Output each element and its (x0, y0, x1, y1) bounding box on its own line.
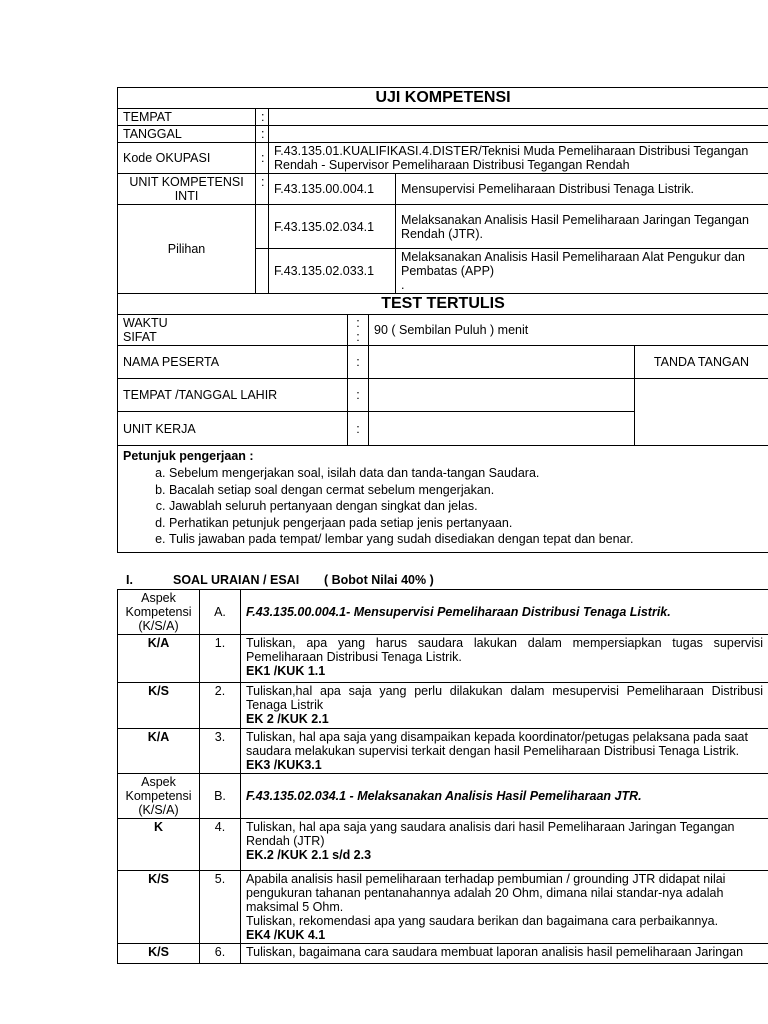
question-aspek: K/A (118, 728, 200, 773)
kode-okupasi-label: Kode OKUPASI (118, 143, 256, 174)
pilihan-1-code: F.43.135.02.034.1 (269, 205, 396, 249)
question-text: Tuliskan, bagaimana cara saudara membuat laporan analisis hasil pemeliharaan Jaringan (246, 944, 744, 959)
waktu-sifat-labels (118, 315, 348, 346)
unit-inti-title: Mensupervisi Pemeliharaan Distribusi Tenaga Listrik. (396, 174, 768, 205)
uji-kompetensi-title: UJI KOMPETENSI (118, 88, 768, 109)
question-aspek: K/S (118, 943, 200, 963)
unit-kerja-field[interactable] (369, 412, 635, 446)
petunjuk-item: a. Sebelum mengerjakan soal, isilah data dan tanda-tangan Saudara. (169, 465, 763, 482)
petunjuk-list (123, 465, 763, 548)
pilihan-2-title-line1: Melaksanakan Analisis Hasil Pemeliharaan Alat Pengukur dan (401, 250, 745, 264)
colon: : (348, 346, 369, 379)
pilihan-label: Pilihan (118, 205, 256, 294)
colon: : (348, 379, 369, 412)
aspek-header: Aspek Kompetensi (K/S/A) (118, 773, 200, 818)
tanggal-label: TANGGAL (118, 126, 256, 143)
colon: : (356, 316, 360, 330)
kode-okupasi-line1: F.43.135.01.KUALIFIKASI.4.DISTER/Teknisi Muda Pemeliharaan Distribusi Tegangan (274, 144, 749, 158)
question-number: 5. (200, 870, 241, 943)
question-ref: EK 2 /KUK 2.1 (246, 711, 329, 726)
pilihan-2-title-line3: . (401, 278, 405, 292)
question-cell (241, 818, 768, 870)
question-number: 3. (200, 728, 241, 773)
waktu-label: WAKTU (123, 316, 168, 330)
question-ref: EK3 /KUK3.1 (246, 757, 322, 772)
empty-cell (256, 249, 269, 294)
question-cell (241, 682, 768, 728)
question-text: Tuliskan, apa yang harus saudara lakukan dalam mempersiapkan tugas supervisi Pemeliharaan Distribusi Tenaga Listrik. (246, 635, 763, 664)
question-aspek: K (118, 818, 200, 870)
question-number: 6. (200, 943, 241, 963)
question-aspek: K/S (118, 870, 200, 943)
petunjuk-item: d. Perhatikan petunjuk pengerjaan pada setiap jenis pertanyaan. (169, 515, 763, 532)
unit-kerja-label: UNIT KERJA (118, 412, 348, 446)
question-ref: EK.2 /KUK 2.1 s/d 2.3 (246, 847, 372, 862)
nama-peserta-label: NAMA PESERTA (118, 346, 348, 379)
petunjuk-box (118, 446, 768, 553)
ttl-field[interactable] (369, 379, 635, 412)
petunjuk-item: b. Bacalah setiap soal dengan cermat sebelum mengerjakan. (169, 482, 763, 499)
question-number: 2. (200, 682, 241, 728)
document-page (117, 87, 768, 964)
petunjuk-item: c. Jawablah seluruh pertanyaan dengan singkat dan jelas. (169, 498, 763, 515)
tempat-label: TEMPAT (118, 109, 256, 126)
question-cell (241, 943, 768, 963)
nama-peserta-field[interactable] (369, 346, 635, 379)
aspek-header: Aspek Kompetensi (K/S/A) (118, 589, 200, 634)
tanggal-value[interactable] (269, 126, 768, 143)
section-title: SOAL URAIAN / ESAI (173, 572, 300, 587)
section-heading (126, 573, 768, 587)
question-text: Tuliskan,hal apa saja yang perlu dilakukan dalam mesupervisi Pemeliharaan Distribusi Tenaga Listrik (246, 683, 763, 712)
tanda-tangan-label: TANDA TANGAN (635, 346, 768, 379)
question-number: 4. (200, 818, 241, 870)
test-tertulis-table (117, 293, 768, 553)
question-text: Tuliskan, rekomendasi apa yang saudara berikan dan bagaimana cara perbaikannya. (246, 913, 719, 928)
section-number: I. (126, 572, 133, 587)
question-text: Tuliskan, hal apa saja yang disampaikan kepada koordinator/petugas pelaksana pada saat saudara melakukan supervisi terkait dengan hasil Pemeliharaan Distribusi Tenaga Listrik. (246, 729, 748, 758)
question-cell (241, 870, 768, 943)
colon: : (356, 330, 360, 344)
petunjuk-title: Petunjuk pengerjaan : (123, 449, 254, 463)
colon: : (256, 126, 269, 143)
colon: : (256, 174, 269, 205)
kode-okupasi-value (269, 143, 768, 174)
soal-table (117, 589, 768, 964)
empty-cell (256, 205, 269, 249)
unit-inti-label: UNIT KOMPETENSI INTI (118, 174, 256, 205)
unit-inti-code: F.43.135.00.004.1 (269, 174, 396, 205)
petunjuk-item: e. Tulis jawaban pada tempat/ lembar yang sudah disediakan dengan tepat dan benar. (169, 531, 763, 548)
tanda-tangan-field[interactable] (635, 379, 768, 446)
group-letter: B. (200, 773, 241, 818)
question-aspek: K/S (118, 682, 200, 728)
sifat-label: SIFAT (123, 330, 157, 344)
waktu-value: 90 ( Sembilan Puluh ) menit (369, 315, 768, 346)
colon: : (348, 412, 369, 446)
pilihan-1-title: Melaksanakan Analisis Hasil Pemeliharaan Jaringan Tegangan Rendah (JTR). (396, 205, 768, 249)
group-a-title: F.43.135.00.004.1- Mensupervisi Pemeliharaan Distribusi Tenaga Listrik. (241, 589, 768, 634)
colon: : (256, 143, 269, 174)
colons (348, 315, 369, 346)
group-letter: A. (200, 589, 241, 634)
kode-okupasi-line2: Rendah - Supervisor Pemeliharaan Distribusi Tegangan Rendah (274, 158, 630, 172)
question-ref: EK4 /KUK 4.1 (246, 927, 326, 942)
colon: : (256, 109, 269, 126)
question-text: Apabila analisis hasil pemeliharaan terhadap pembumian / grounding JTR didapat nilai pengukuran tahanan pentanahannya adalah 20 Ohm, dimana nilai standar-nya adalah maksimal 5 Ohm. (246, 871, 726, 914)
question-cell (241, 634, 768, 682)
question-text: Tuliskan, hal apa saja yang saudara analisis dari hasil Pemeliharaan Jaringan Tegangan Rendah (JTR) (246, 819, 735, 848)
ttl-label: TEMPAT /TANGGAL LAHIR (118, 379, 348, 412)
pilihan-2-title-line2: Pembatas (APP) (401, 264, 495, 278)
question-aspek: K/A (118, 634, 200, 682)
question-ref: EK1 /KUK 1.1 (246, 663, 326, 678)
question-number: 1. (200, 634, 241, 682)
pilihan-2-code: F.43.135.02.033.1 (269, 249, 396, 294)
tempat-value[interactable] (269, 109, 768, 126)
pilihan-2-title (396, 249, 768, 294)
section-bobot: ( Bobot Nilai 40% ) (324, 572, 434, 587)
uji-kompetensi-table (117, 87, 768, 294)
group-b-title: F.43.135.02.034.1 - Melaksanakan Analisis Hasil Pemeliharaan JTR. (241, 773, 768, 818)
question-cell (241, 728, 768, 773)
test-tertulis-title: TEST TERTULIS (118, 294, 768, 315)
